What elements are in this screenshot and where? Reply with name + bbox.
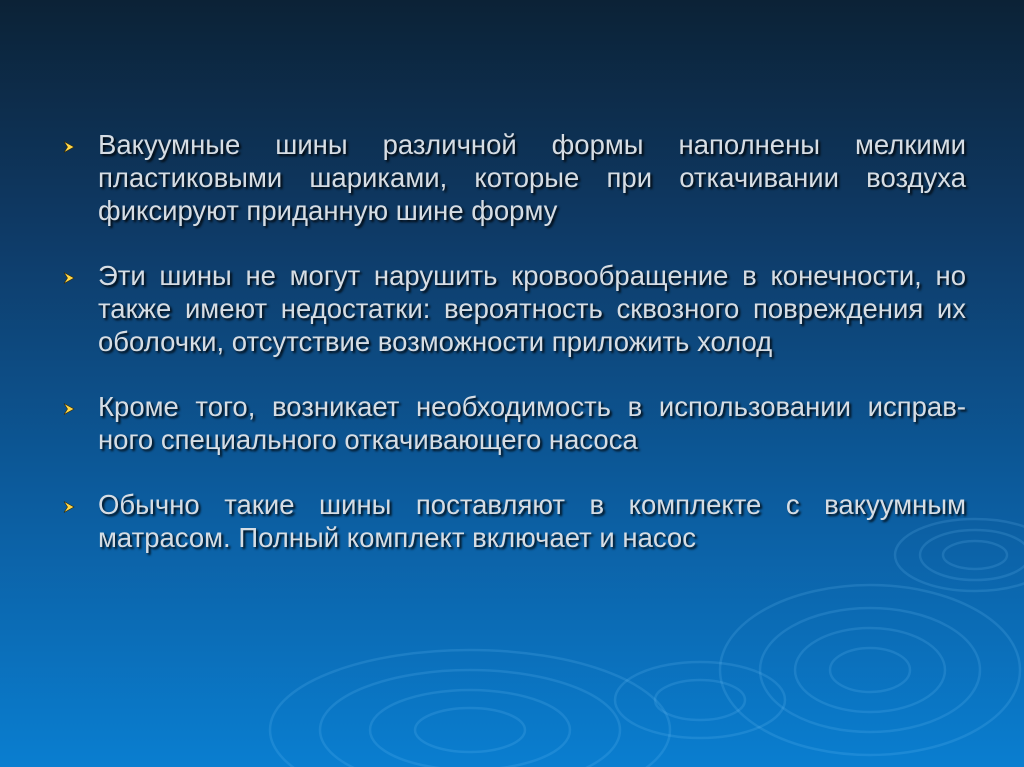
chevron-arrow-icon (62, 500, 76, 514)
bullet-text: Обычно такие шины поставляют в комплекте с вакуумным матрасом. Полный комплект включает и насос (98, 489, 966, 553)
bullet-list (62, 128, 966, 586)
bullet-text: Кроме того, возникает необходимость в использовании исправ-ного специального откачивающего насоса (98, 391, 966, 455)
chevron-arrow-icon (62, 402, 76, 416)
bullet-item (62, 128, 966, 227)
bullet-item (62, 259, 966, 358)
bullet-item (62, 390, 966, 456)
bullet-item (62, 488, 966, 554)
chevron-arrow-icon (62, 140, 76, 154)
bullet-text: Эти шины не могут нарушить кровообращение в конечности, но также имеют недостатки: вероятность сквозного повреждения их оболочки, отсутствие возможности приложить холод (98, 260, 966, 357)
bullet-text: Вакуумные шины различной формы наполнены мелкими пластиковыми шариками, которые при откачивании воздуха фиксируют приданную шине форму (98, 129, 966, 226)
chevron-arrow-icon (62, 271, 76, 285)
